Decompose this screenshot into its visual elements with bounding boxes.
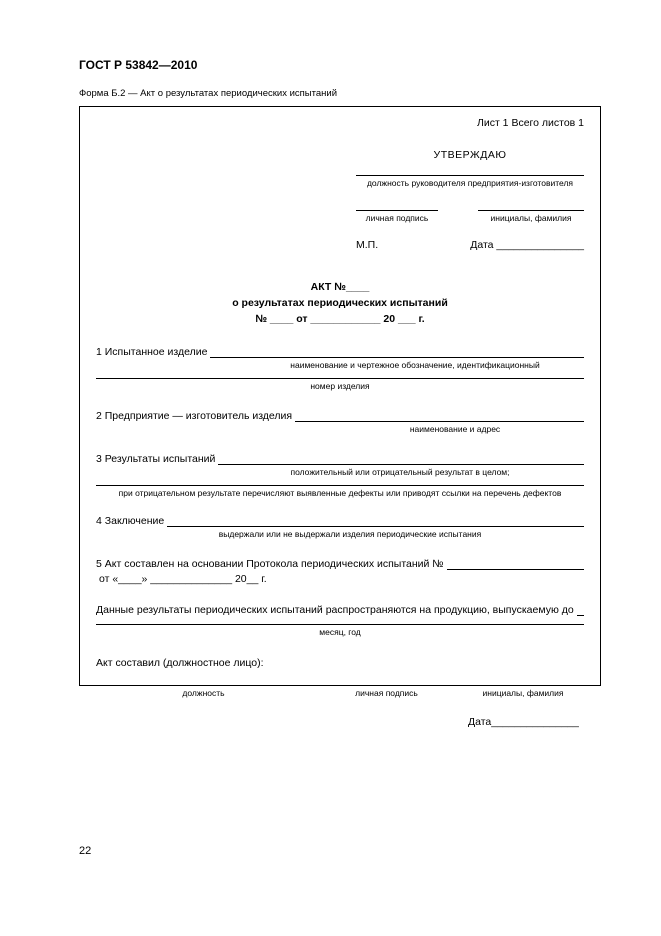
field-manufacturer-label: 2 Предприятие — изготовитель изделия — [96, 410, 293, 422]
distribution-statement — [96, 603, 584, 616]
approve-signature-col — [356, 210, 438, 223]
field-tested-product-caption: наименование и чертежное обозначение, идентификационный — [290, 360, 540, 370]
composed-by-label: Акт составил (должностное лицо): — [96, 657, 264, 669]
field-conclusion-line — [167, 514, 584, 527]
composed-signature-col — [321, 685, 453, 698]
distribution-statement-caption: месяц, год — [319, 627, 361, 637]
field-manufacturer-caption: наименование и адрес — [409, 424, 501, 434]
approve-title: УТВЕРЖДАЮ — [433, 149, 507, 161]
field-tested-product-caption2: номер изделия — [310, 381, 370, 391]
stamp-date-row — [356, 239, 584, 251]
field-test-results-label: 3 Результаты испытаний — [96, 453, 216, 465]
field-test-results — [96, 452, 584, 465]
field-manufacturer — [96, 409, 584, 422]
field-protocol-basis — [96, 557, 584, 570]
field-test-results-caption: положительный или отрицательный результат в целом; — [290, 467, 510, 477]
sheet-info: Лист 1 Всего листов 1 — [476, 117, 584, 129]
act-title-line2: о результатах периодических испытаний — [232, 297, 448, 309]
page-number: 22 — [79, 845, 92, 857]
composed-initials-caption: инициалы, фамилия — [482, 688, 564, 698]
field-protocol-basis-line — [447, 557, 584, 570]
field-protocol-basis-label: 5 Акт составлен на основании Протокола периодических испытаний № — [96, 558, 444, 570]
standard-number: ГОСТ Р 53842—2010 — [79, 58, 198, 72]
field-conclusion-label: 4 Заключение — [96, 515, 165, 527]
composed-position-col — [96, 685, 311, 698]
approve-position-caption: должность руководителя предприятия-изготовителя — [366, 178, 574, 188]
field-conclusion-caption: выдержали или не выдержали изделия периодические испытания — [218, 529, 482, 539]
field-tested-product — [96, 345, 584, 358]
composed-date-label: Дата_______________ — [468, 716, 579, 728]
field-test-results-line — [218, 452, 584, 465]
act-title-line3: № ____ от ____________ 20 ___ г. — [255, 313, 425, 325]
approve-signature-caption: личная подпись — [365, 213, 429, 223]
act-title — [96, 279, 584, 327]
field-tested-product-label: 1 Испытанное изделие — [96, 346, 208, 358]
field-tested-product-line — [210, 345, 584, 358]
approve-date-label: Дата _______________ — [470, 239, 584, 251]
approve-initials-caption: инициалы, фамилия — [490, 213, 572, 223]
field-manufacturer-line — [295, 409, 584, 422]
composed-position-caption: должность — [182, 688, 225, 698]
act-title-line1: АКТ №____ — [310, 281, 370, 293]
form-caption: Форма Б.2 — Акт о результатах периодических испытаний — [79, 88, 338, 99]
composed-signature-caption: личная подпись — [355, 688, 418, 698]
distribution-statement-text: Данные результаты периодических испытаний распространяются на продукцию, выпускаемую до — [96, 604, 574, 616]
approve-block — [356, 149, 584, 251]
field-conclusion — [96, 514, 584, 527]
field-test-results-caption2: при отрицательном результате перечисляют выявленные дефекты или приводят ссылки на перечень дефектов — [118, 488, 562, 498]
composed-by-signature-row — [96, 685, 584, 698]
field-protocol-basis-date: от «____» ______________ 20__ г. — [99, 573, 267, 585]
composed-initials-col — [462, 685, 584, 698]
stamp-label: М.П. — [356, 239, 379, 251]
approve-initials-col — [478, 210, 584, 223]
form-box — [79, 106, 601, 728]
distribution-statement-line — [577, 603, 584, 616]
approve-signature-row — [356, 210, 584, 223]
